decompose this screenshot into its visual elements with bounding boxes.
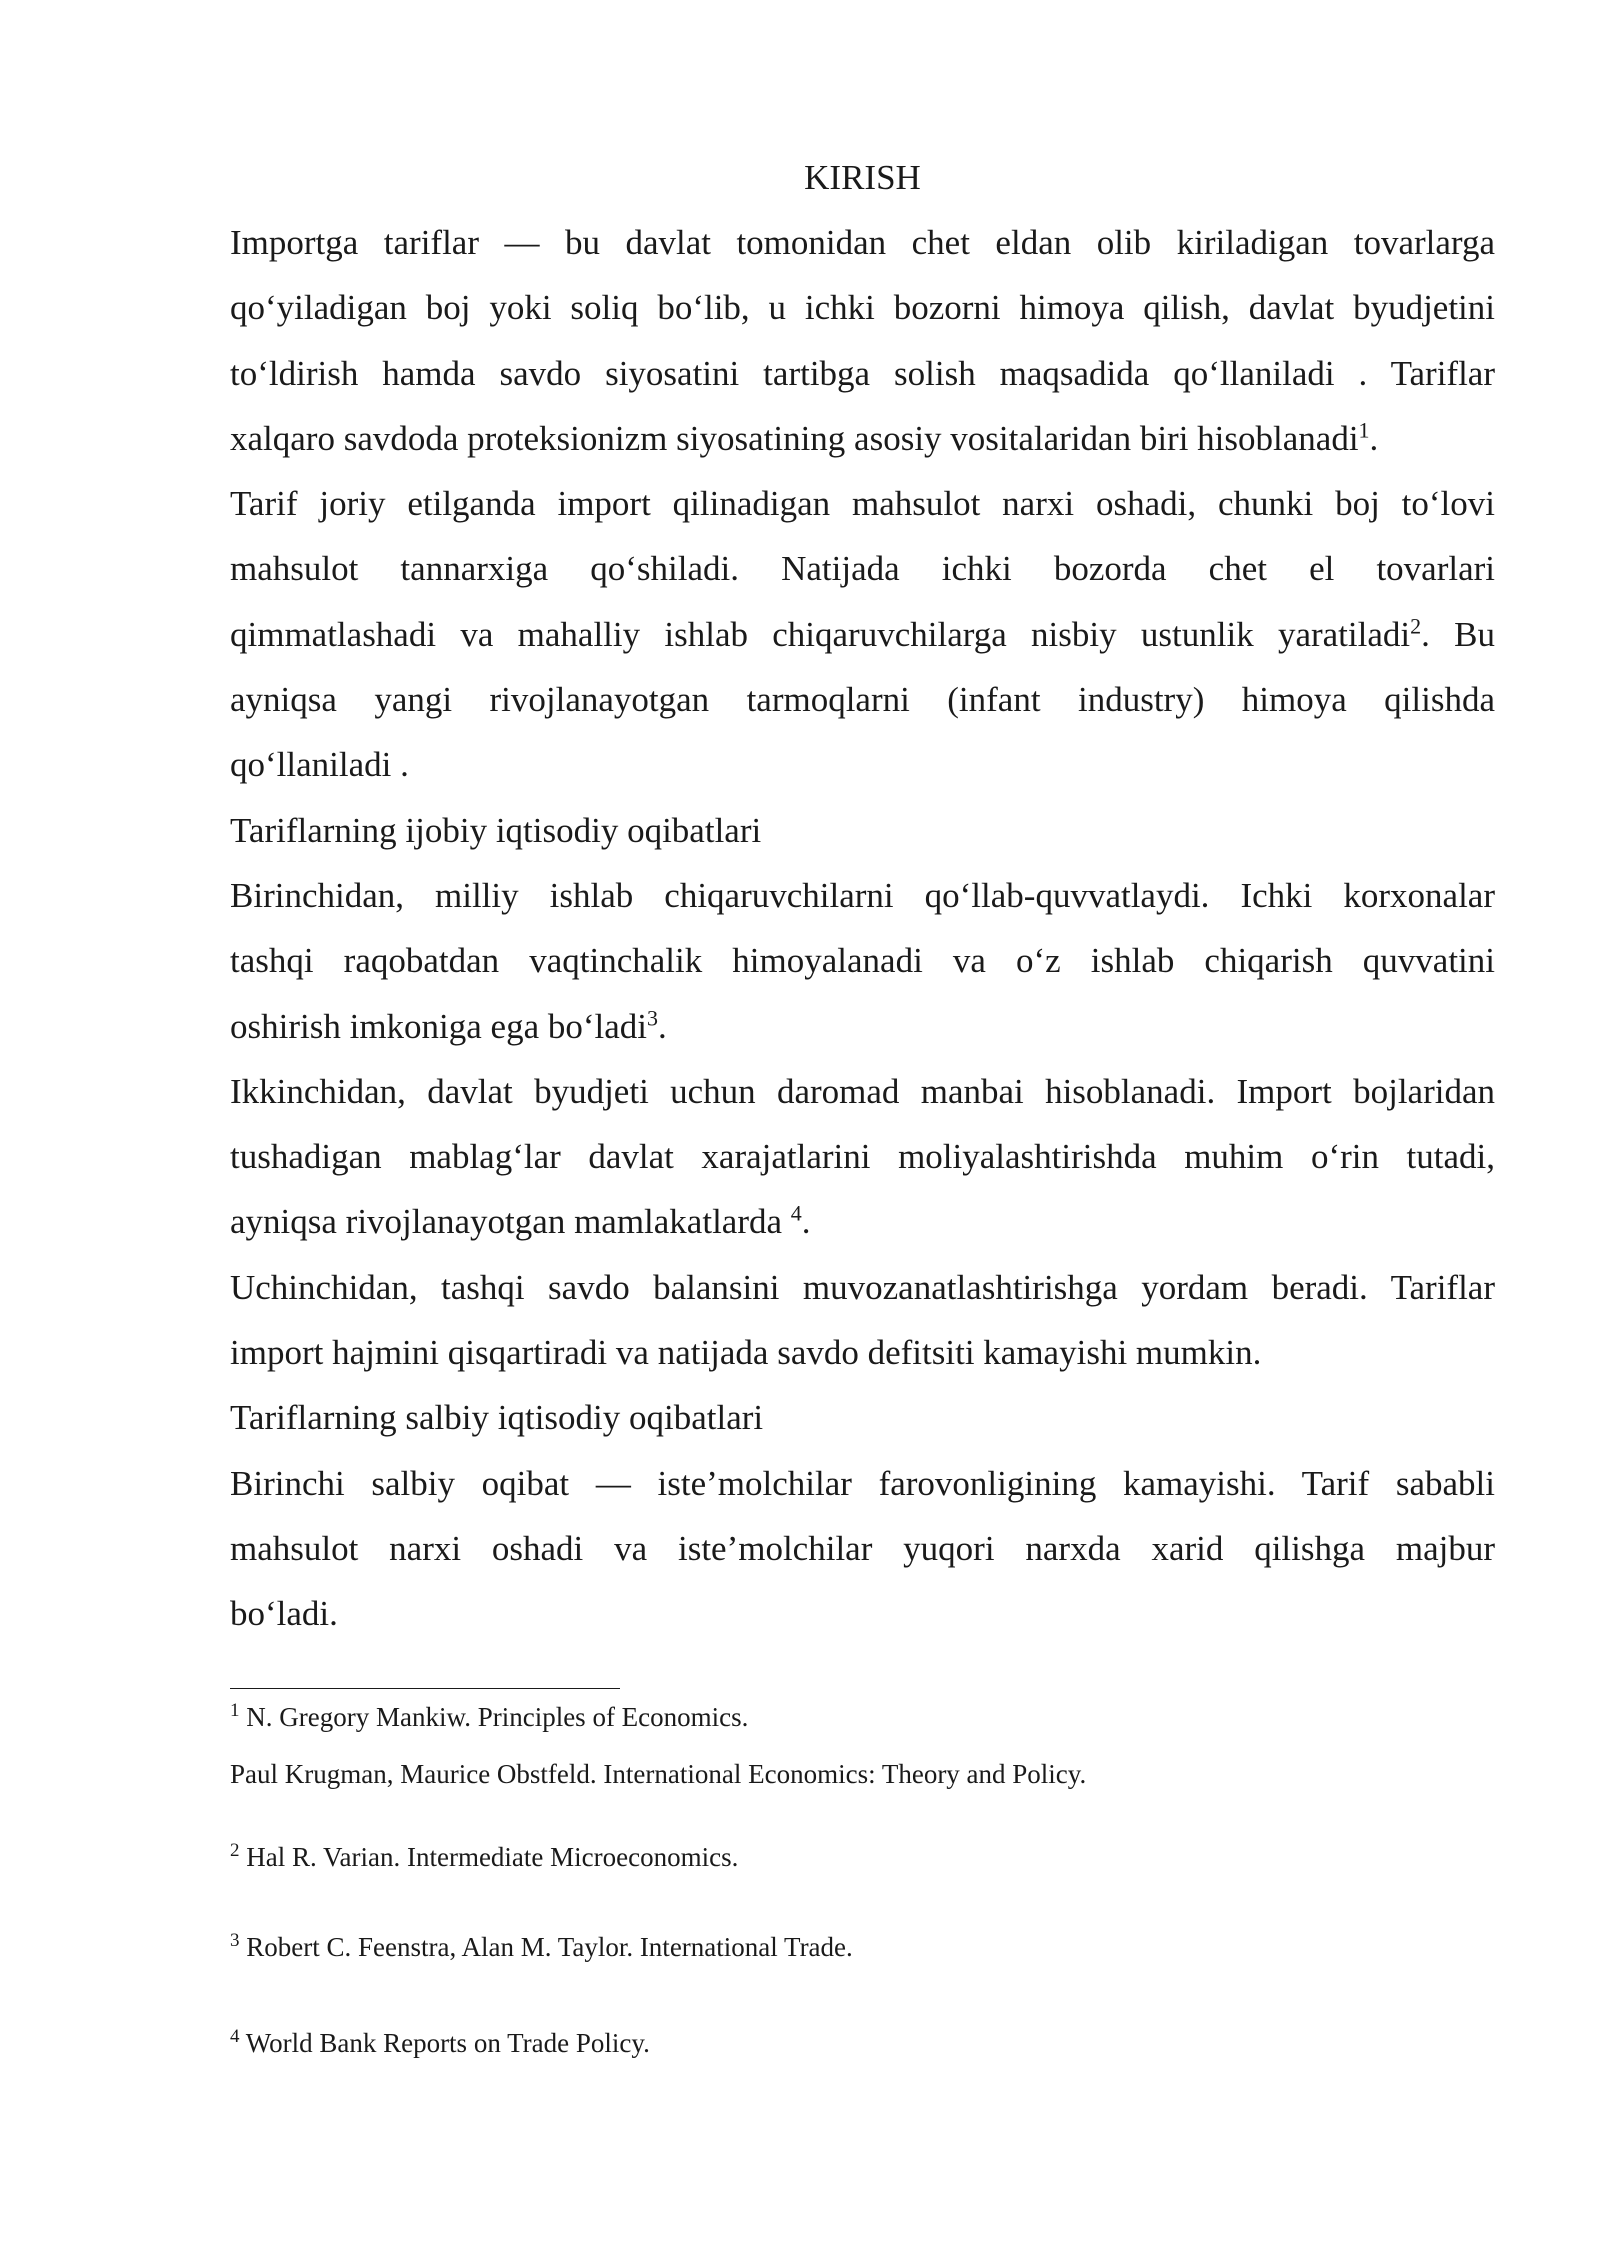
- line-text: ayniqsa yangi rivojlanayotgan tarmoqlarni (infant industry) himoya qilishda: [230, 680, 1495, 720]
- footnote-4: [230, 2026, 650, 2060]
- line-text: bo‘ladi.: [230, 1594, 338, 1634]
- footnote-2: [230, 1840, 738, 1874]
- line-text-tail: . Bu: [1421, 614, 1495, 654]
- footnote-text: Hal R. Varian. Intermediate Microeconomics.: [246, 1842, 739, 1872]
- text-line: [230, 1189, 1495, 1254]
- line-text: qo‘yiladigan boj yoki soliq bo‘lib, u ichki bozorni himoya qilish, davlat byudjetini: [230, 288, 1495, 328]
- line-text: Tariflarning salbiy iqtisodiy oqibatlari: [230, 1398, 764, 1438]
- footnote-text: N. Gregory Mankiw. Principles of Economics.: [246, 1702, 749, 1732]
- line-text: import hajmini qisqartiradi va natijada savdo defitsiti kamayishi mumkin.: [230, 1333, 1262, 1373]
- text-line: [230, 732, 1495, 797]
- text-line: [230, 1320, 1495, 1385]
- line-text: oshirish imkoniga ega bo‘ladi: [230, 1006, 648, 1046]
- text-line: [230, 863, 1495, 928]
- line-text: tushadigan mablag‘lar davlat xarajatlarini moliyalashtirishda muhim o‘rin tutadi,: [230, 1137, 1495, 1177]
- text-line: [230, 602, 1495, 667]
- text-line: [230, 536, 1495, 601]
- footnote-reference: 3: [647, 1004, 659, 1030]
- line-text: Tariflarning ijobiy iqtisodiy oqibatlari: [230, 810, 762, 850]
- line-text: ayniqsa rivojlanayotgan mamlakatlarda: [230, 1202, 791, 1242]
- footnote-text: World Bank Reports on Trade Policy.: [245, 2028, 650, 2058]
- footnote-separator: [230, 1688, 620, 1689]
- text-line: [230, 341, 1495, 406]
- line-text: to‘ldirish hamda savdo siyosatini tartibga solish maqsadida qo‘llaniladi . Tariflar: [230, 353, 1495, 393]
- text-line: [230, 1451, 1495, 1516]
- text-line: [230, 210, 1495, 275]
- line-text: mahsulot narxi oshadi va iste’molchilar yuqori narxda xarid qilishga majbur: [230, 1528, 1495, 1568]
- footnote-3: [230, 1930, 853, 1964]
- footnote-reference: 4: [790, 1200, 802, 1226]
- text-line: [230, 994, 1495, 1059]
- line-text: Birinchidan, milliy ishlab chiqaruvchilarni qo‘llab-quvvatlaydi. Ichki korxonalar: [230, 875, 1495, 915]
- line-text: Importga tariflar — bu davlat tomonidan chet eldan olib kiriladigan tovarlarga: [230, 223, 1495, 262]
- line-text: tashqi raqobatdan vaqtinchalik himoyalanadi va o‘z ishlab chiqarish quvvatini: [230, 941, 1495, 981]
- line-text: Tarif joriy etilganda import qilinadigan mahsulot narxi oshadi, chunki boj to‘lovi: [230, 484, 1495, 524]
- line-text: xalqaro savdoda proteksionizm siyosatining asosiy vositalaridan biri hisoblanadi: [230, 418, 1359, 458]
- line-text-tail: .: [658, 1006, 667, 1046]
- text-line: [230, 1516, 1495, 1581]
- document-title: KIRISH: [804, 158, 921, 197]
- body-text: [230, 210, 1495, 1647]
- line-text: Ikkinchidan, davlat byudjeti uchun daromad manbai hisoblanadi. Import bojlaridan: [230, 1071, 1495, 1111]
- line-text-tail: .: [801, 1202, 811, 1242]
- footnote-number: 1: [230, 1700, 240, 1721]
- text-line: [230, 928, 1495, 993]
- footnote-number: 3: [230, 1930, 240, 1951]
- line-text: qo‘llaniladi .: [230, 745, 409, 785]
- footnote-1: [230, 1700, 748, 1734]
- text-line: [230, 406, 1495, 471]
- text-line: [230, 798, 1495, 863]
- line-text: Birinchi salbiy oqibat — iste’molchilar farovonligining kamayishi. Tarif sababli: [230, 1463, 1495, 1503]
- line-text: qimmatlashadi va mahalliy ishlab chiqaruvchilarga nisbiy ustunlik yaratiladi: [230, 614, 1411, 654]
- line-text-tail: .: [1369, 418, 1379, 458]
- text-line: [230, 275, 1495, 340]
- footnote-reference: 1: [1358, 417, 1370, 443]
- text-line: [230, 1255, 1495, 1320]
- footnote-reference: 2: [1410, 613, 1422, 639]
- text-line: [230, 1124, 1495, 1189]
- footnote-text: Robert C. Feenstra, Alan M. Taylor. International Trade.: [246, 1932, 853, 1962]
- line-text: Uchinchidan, tashqi savdo balansini muvozanatlashtirishga yordam beradi. Tariflar: [230, 1267, 1495, 1307]
- line-text: mahsulot tannarxiga qo‘shiladi. Natijada ichki bozorda chet el tovarlari: [230, 549, 1495, 589]
- document-body: [230, 145, 1495, 1647]
- text-line: [230, 1385, 1495, 1450]
- footnote-number: 2: [230, 1840, 240, 1861]
- text-line: [230, 1581, 1495, 1646]
- footnote-number: 4: [230, 2026, 240, 2047]
- text-line: [230, 667, 1495, 732]
- footnote-1-continued: [230, 1757, 1086, 1791]
- footnote-text: Paul Krugman, Maurice Obstfeld. International Economics: Theory and Policy.: [230, 1759, 1087, 1789]
- text-line: [230, 1059, 1495, 1124]
- text-line: [230, 471, 1495, 536]
